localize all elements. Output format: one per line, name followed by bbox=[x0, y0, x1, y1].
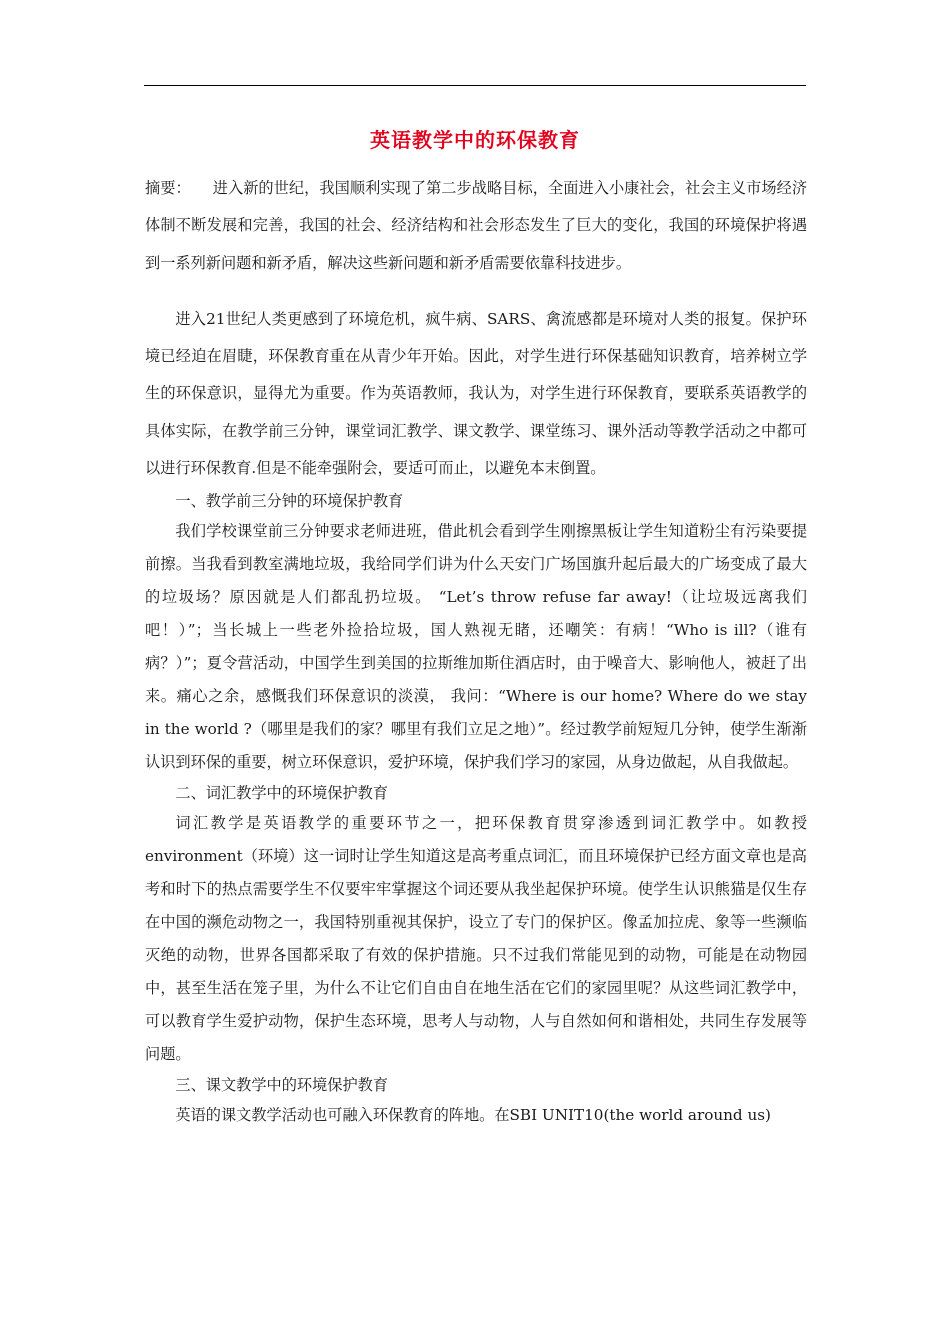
abstract-text: 进入新的世纪，我国顺利实现了第二步战略目标，全面进入小康社会，社会主义市场经济体制不断发展和完善，我国的社会、经济结构和社会形态发生了巨大的变化，我国的环境保护将遇到一系列新问题和新矛盾，解决这些新问题和新矛盾需要依靠科技进步。 bbox=[145, 179, 808, 272]
abstract bbox=[145, 170, 807, 282]
paragraph-gap bbox=[145, 282, 807, 301]
section-3-heading: 三、课文教学中的环境保护教育 bbox=[175, 1076, 389, 1095]
document-title: 英语教学中的环保教育 bbox=[370, 128, 580, 152]
section-2-paragraph: 词汇教学是英语教学的重要环节之一，把环保教育贯穿渗透到词汇教学中。如教授environment（环境）这一词时让学生知道这是高考重点词汇，而且环境保护已经方面文章也是高考和时下的热点需要学生不仅要牢牢掌握这个词还要从我坐起保护环境。使学生认识熊猫是仅生存在中国的濒危动物之一，我国特别重视其保护，设立了专门的保护区。像孟加拉虎、象等一些濒临灭绝的动物，世界各国都采取了有效的保护措施。只不过我们常能见到的动物，可能是在动物园中，甚至生活在笼子里，为什么不让它们自由自在地生活在它们的家园里呢？从这些词汇教学中，可以教育学生爱护动物，保护生态环境，思考人与动物，人与自然如何和谐相处，共同生存发展等问题。 bbox=[145, 814, 807, 1064]
section-2-heading: 二、词汇教学中的环境保护教育 bbox=[175, 784, 389, 803]
abstract-label: 摘要： bbox=[145, 179, 191, 197]
intro-paragraph: 进入21世纪人类更感到了环境危机，疯牛病、SARS、禽流感都是环境对人类的报复。保护环境已经迫在眉睫，环保教育重在从青少年开始。因此，对学生进行环保基础知识教育，培养树立学生的环保意识，显得尤为重要。作为英语教师，我认为，对学生进行环保教育，要联系英语教学的具体实际，在教学前三分钟，课堂词汇教学、课文教学、课堂练习、课外活动等教学活动之中都可以进行环保教育.但是不能牵强附会，要适可而止，以避免本末倒置。 bbox=[145, 309, 807, 478]
section-3-paragraph: 英语的课文教学活动也可融入环保教育的阵地。在SBI UNIT10(the world around us) bbox=[175, 1106, 771, 1125]
section-1-heading: 一、教学前三分钟的环境保护教育 bbox=[175, 492, 404, 511]
document-body bbox=[145, 170, 807, 1132]
header-rule bbox=[144, 85, 806, 86]
section-1-paragraph: 我们学校课堂前三分钟要求老师进班，借此机会看到学生刚擦黑板让学生知道粉尘有污染要提前擦。当我看到教室满地垃圾，我给同学们讲为什么天安门广场国旗升起后最大的广场变成了最大的垃圾场？原因就是人们都乱扔垃圾。 “Let’s throw refuse far away!（让垃圾远离我们吧！）”；当长城上一些老外捡拾垃圾，国人熟视无睹，还嘲笑：有病！“Who is ill?（谁有病？）”；夏令营活动，中国学生到美国的拉斯维加斯住酒店时，由于噪音大、影响他人，被赶了出来。痛心之余，感慨我们环保意识的淡漠， 我问：“Where is our home? Where do we stay in the world ?（哪里是我们的家？哪里有我们立足之地）”。经过教学前短短几分钟，使学生渐渐认识到环保的重要，树立环保意识，爱护环境，保护我们学习的家园，从身边做起，从自我做起。 bbox=[145, 522, 807, 772]
